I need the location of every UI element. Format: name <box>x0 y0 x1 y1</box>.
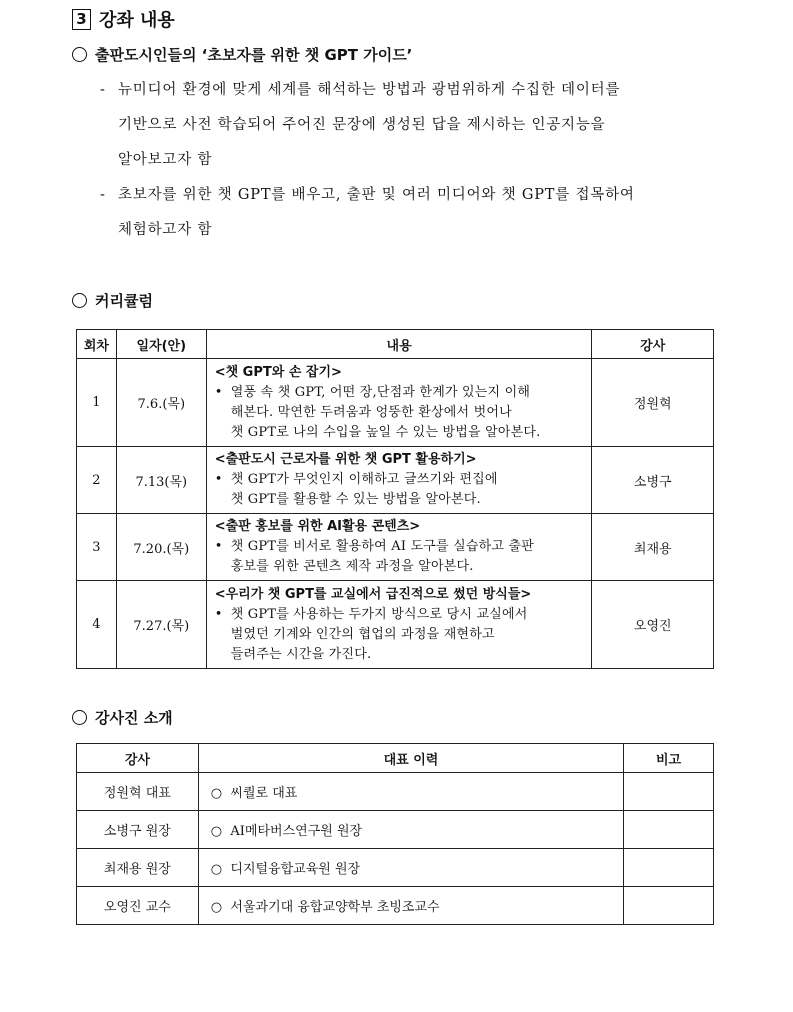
session-instructor: 최재용 <box>592 514 714 581</box>
section-title <box>72 6 175 32</box>
circle-bullet-icon: ○ <box>210 900 223 915</box>
session-title: <출판도시 근로자를 위한 챗 GPT 활용하기> <box>214 452 477 467</box>
session-number: 3 <box>77 514 117 581</box>
session-line: • 챗 GPT가 무엇인지 이해하고 글쓰기와 편집에 <box>215 470 586 490</box>
session-content <box>206 581 592 669</box>
circle-bullet-icon: ○ <box>210 824 223 839</box>
instructor-career: ○ 디지털융합교육원 원장 <box>198 849 623 887</box>
header-content: 내용 <box>206 330 592 359</box>
session-content <box>206 447 592 514</box>
curriculum-heading-text: 커리큘럼 <box>95 292 153 310</box>
table-header-row <box>77 744 714 773</box>
session-number: 4 <box>77 581 117 669</box>
table-row <box>77 359 714 447</box>
table-row <box>77 514 714 581</box>
header-career: 대표 이력 <box>198 744 623 773</box>
circle-bullet-icon <box>72 293 87 308</box>
circle-bullet-icon: ○ <box>210 786 223 801</box>
session-date: 7.13(목) <box>116 447 206 514</box>
session-line: • 챗 GPT를 사용하는 두가지 방식으로 당시 교실에서 <box>215 605 586 625</box>
instructor-name: 정원혁 대표 <box>77 773 199 811</box>
circle-bullet-icon <box>72 47 87 62</box>
session-date: 7.6.(목) <box>116 359 206 447</box>
instructor-name: 오영진 교수 <box>77 887 199 925</box>
bullet-dot: • <box>214 606 223 622</box>
header-note: 비고 <box>624 744 714 773</box>
table-row <box>77 447 714 514</box>
section-title-text: 강좌 내용 <box>99 10 175 31</box>
bullet-dot: • <box>214 384 223 400</box>
table-row <box>77 849 714 887</box>
dash-marker: - <box>100 82 106 98</box>
table-row <box>77 581 714 669</box>
session-content <box>206 514 592 581</box>
instructors-table <box>76 743 714 925</box>
instructor-career: ○ 씨퀄로 대표 <box>198 773 623 811</box>
session-title: <우리가 챗 GPT를 교실에서 급진적으로 썼던 방식들> <box>214 586 532 602</box>
session-line: • 열풍 속 챗 GPT, 어떤 장,단점과 한계가 있는지 이해 <box>215 383 586 403</box>
guide-line: 기반으로 사전 학습되어 주어진 문장에 생성된 답을 제시하는 인공지능을 <box>118 117 606 133</box>
curriculum-heading <box>72 290 153 311</box>
session-number: 2 <box>77 447 117 514</box>
session-title: <챗 GPT와 손 잡기> <box>214 364 342 380</box>
session-instructor: 소병구 <box>592 447 714 514</box>
session-line: 들려주는 시간을 가진다. <box>230 646 372 662</box>
circle-bullet-icon <box>72 710 87 725</box>
curriculum-table <box>76 329 714 669</box>
instructor-career: ○ AI메타버스연구원 원장 <box>198 811 623 849</box>
table-row <box>77 887 714 925</box>
session-content <box>206 359 592 447</box>
session-number: 1 <box>77 359 117 447</box>
circle-bullet-icon: ○ <box>210 862 223 877</box>
header-instructor: 강사 <box>77 744 199 773</box>
bullet-dot: • <box>214 472 223 487</box>
instructors-heading-text: 강사진 소개 <box>95 709 173 727</box>
session-line: • 챗 GPT를 비서로 활용하여 AI 도구를 실습하고 출판 <box>215 537 586 557</box>
session-line: 챗 GPT로 나의 수입을 높일 수 있는 방법을 알아본다. <box>230 424 541 440</box>
session-date: 7.20.(목) <box>116 514 206 581</box>
session-title: <출판 홍보를 위한 AI활용 콘텐츠> <box>214 519 421 534</box>
session-instructor: 정원혁 <box>592 359 714 447</box>
instructor-career: ○ 서울과기대 융합교양학부 초빙조교수 <box>198 887 623 925</box>
session-line: 해본다. 막연한 두려움과 엉뚱한 환상에서 벗어나 <box>230 404 512 420</box>
bullet-dot: • <box>214 539 223 554</box>
instructor-note <box>624 849 714 887</box>
instructor-note <box>624 773 714 811</box>
header-date: 일자(안) <box>116 330 206 359</box>
session-date: 7.27.(목) <box>116 581 206 669</box>
guide-description <box>100 79 720 254</box>
instructor-name: 소병구 원장 <box>77 811 199 849</box>
table-row <box>77 773 714 811</box>
section-number: 3 <box>72 9 91 30</box>
guide-line: - 초보자를 위한 챗 GPT를 배우고, 출판 및 여러 미디어와 챗 GPT를 접목하여 <box>100 184 720 219</box>
instructor-note <box>624 811 714 849</box>
header-session: 회차 <box>77 330 117 359</box>
guide-line: 알아보고자 함 <box>118 152 213 168</box>
guide-line: - 뉴미디어 환경에 맞게 세계를 해석하는 방법과 광범위하게 수집한 데이터를 <box>100 79 720 114</box>
instructor-name: 최재용 원장 <box>77 849 199 887</box>
guide-heading <box>72 44 412 65</box>
session-line: 챗 GPT를 활용할 수 있는 방법을 알아본다. <box>230 492 481 507</box>
instructors-heading <box>72 707 173 728</box>
table-row <box>77 811 714 849</box>
header-instructor: 강사 <box>592 330 714 359</box>
session-line: 벌였던 기계와 인간의 협업의 과정을 재현하고 <box>230 626 495 642</box>
guide-heading-text: 출판도시인들의 ‘초보자를 위한 챗 GPT 가이드’ <box>95 46 413 64</box>
guide-line: 체험하고자 함 <box>118 222 213 238</box>
instructor-note <box>624 887 714 925</box>
session-line: 홍보를 위한 콘텐츠 제작 과정을 알아본다. <box>230 559 474 574</box>
session-instructor: 오영진 <box>592 581 714 669</box>
table-header-row <box>77 330 714 359</box>
dash-marker: - <box>100 187 106 203</box>
